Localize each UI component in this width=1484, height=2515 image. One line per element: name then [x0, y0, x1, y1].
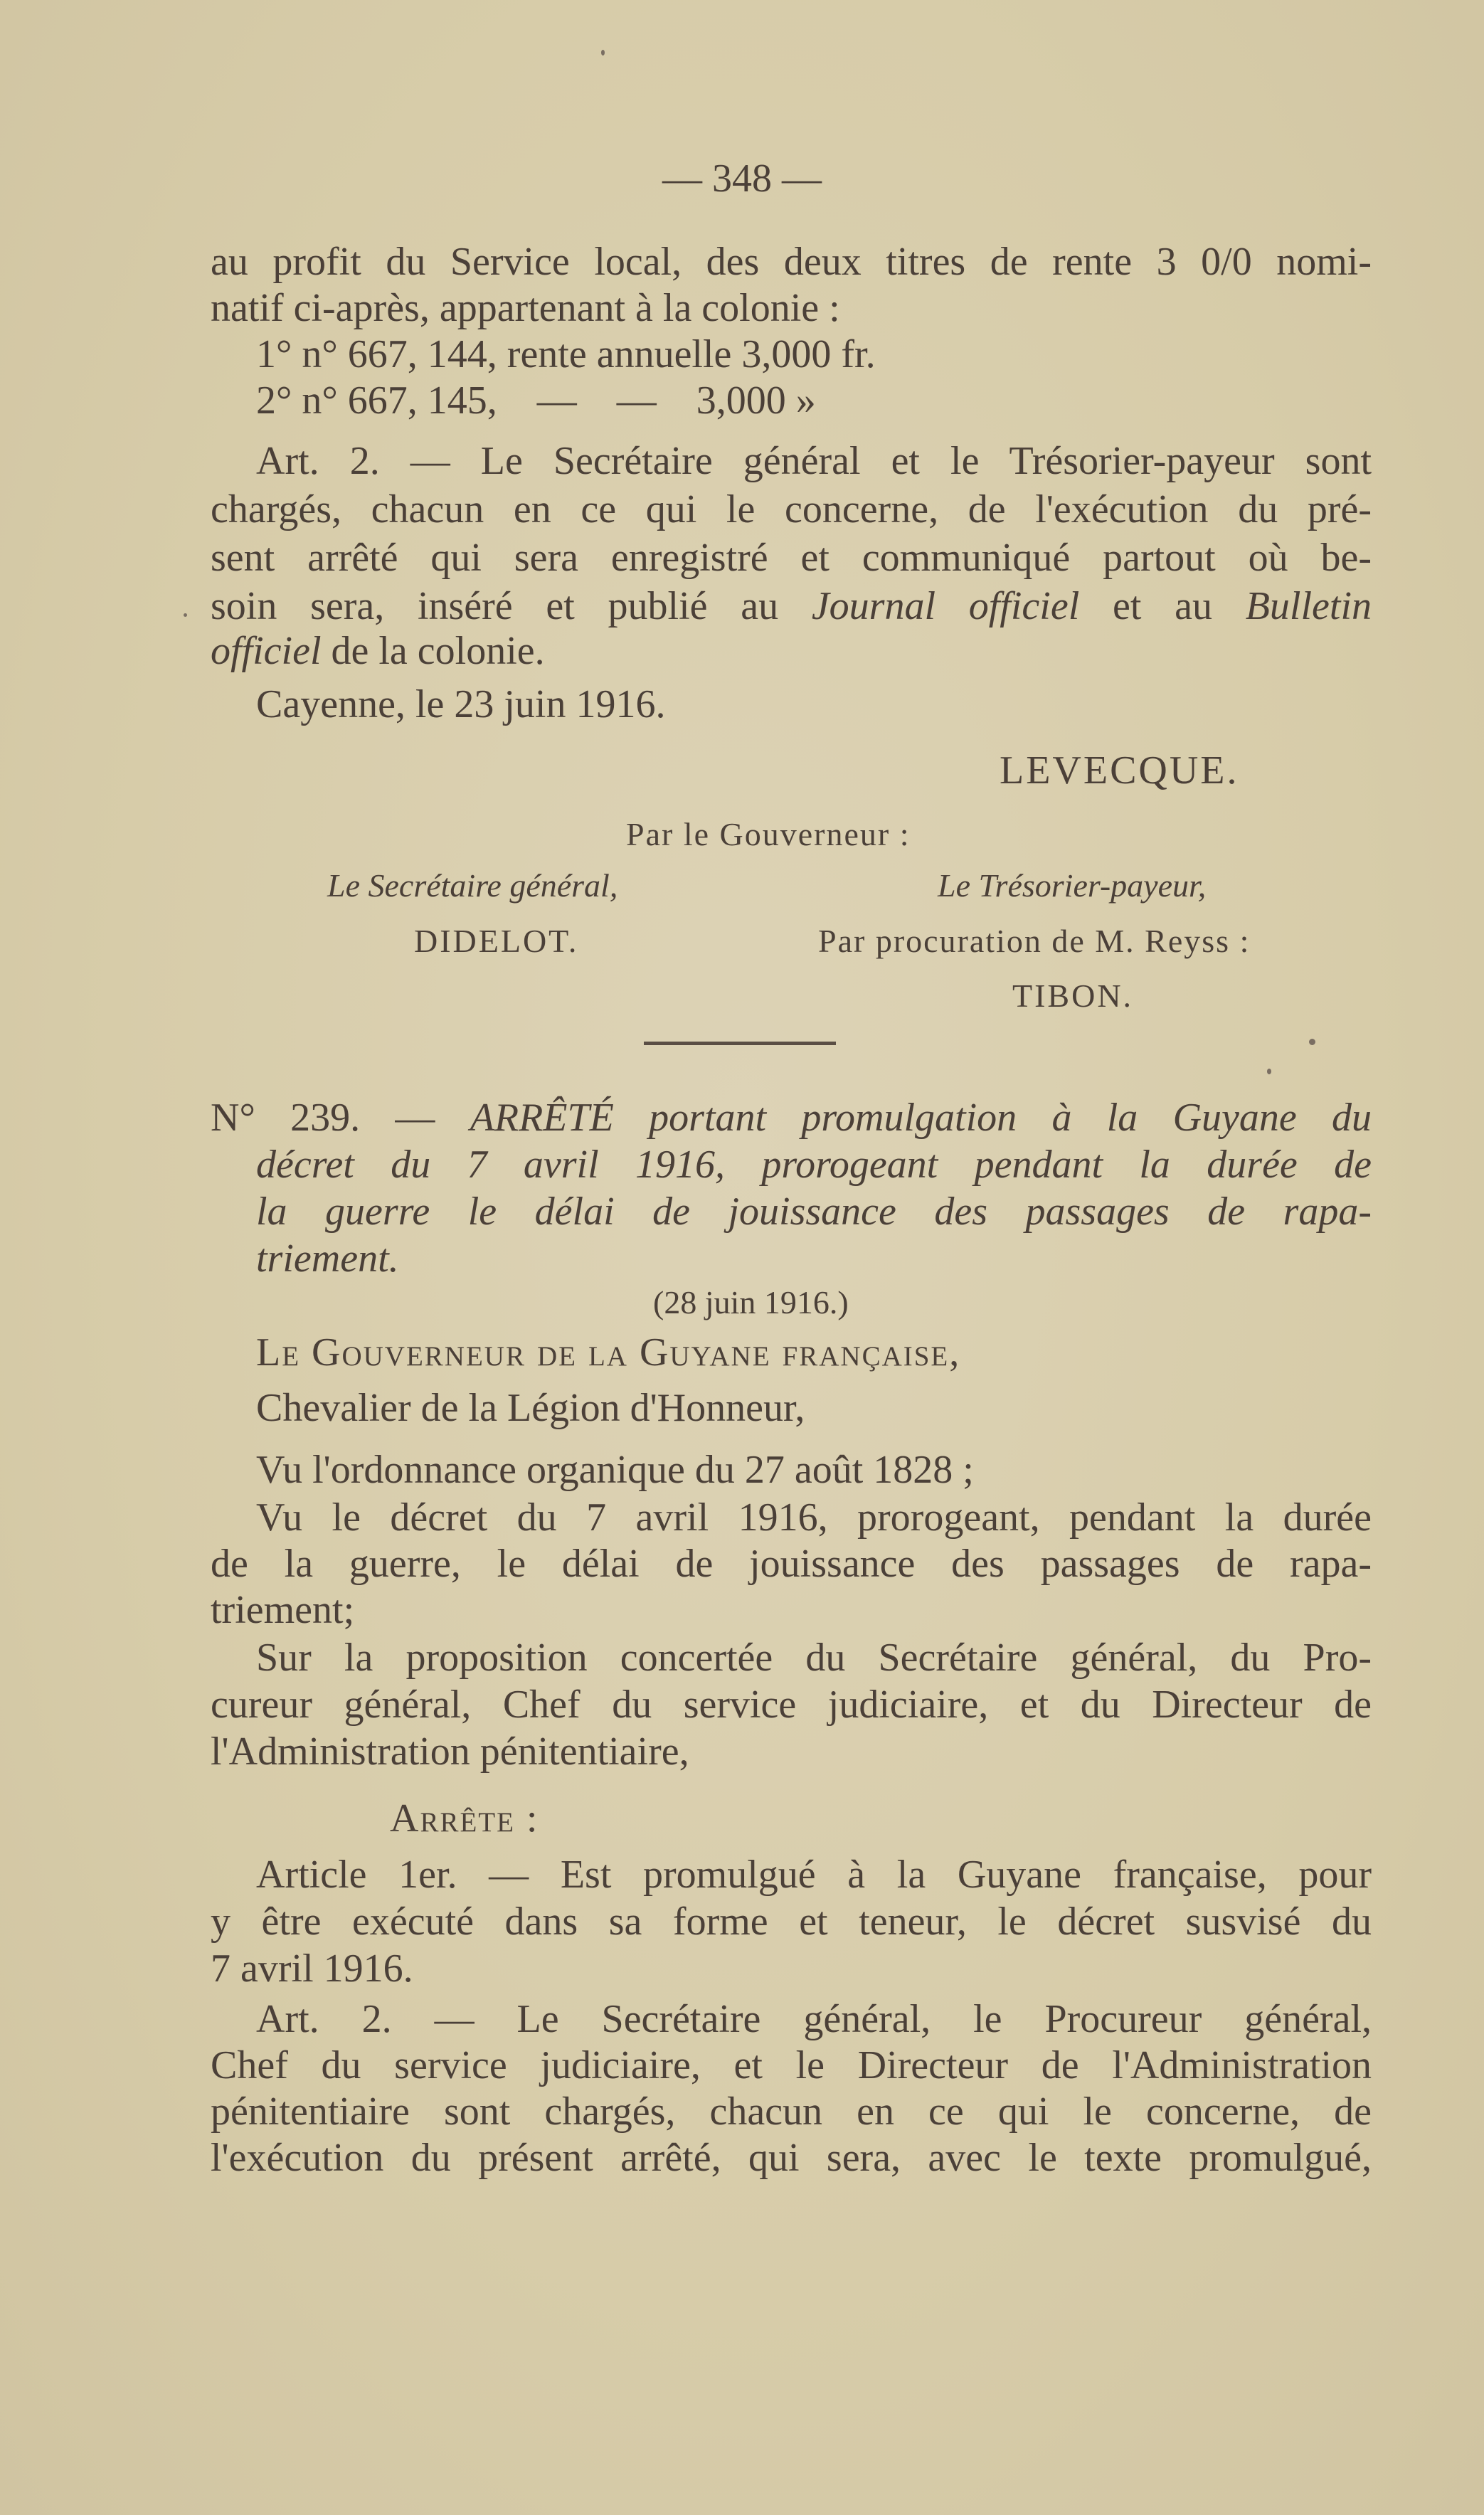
text-line: natif ci-après, appartenant à la colonie :: [211, 286, 840, 330]
bulletin-title: Bulletin: [1245, 584, 1372, 628]
sur-line: Sur la proposition concertée du Secrétaire général, du Pro-: [256, 1636, 1372, 1680]
print-speck: [601, 50, 605, 55]
text-line: [211, 628, 545, 674]
vu-line: Vu l'ordonnance organique du 27 août 1828 ;: [256, 1448, 974, 1492]
tresorier-title: Le Trésorier-payeur,: [938, 867, 1207, 904]
vu-line: triement;: [211, 1588, 355, 1632]
place-date: Cayenne, le 23 juin 1916.: [256, 682, 666, 726]
article-line: y être exécuté dans sa forme et teneur, le décret susvisé du: [211, 1900, 1372, 1944]
text-line: au profit du Service local, des deux titres de rente 3 0/0 nomi-: [211, 240, 1372, 284]
print-speck: [1309, 1039, 1315, 1045]
governor-line: Le Gouverneur de la Guyane française,: [256, 1330, 961, 1375]
tresorier-name: TIBON.: [1012, 978, 1134, 1014]
article-line: Art. 2. — Le Secrétaire général, le Procureur général,: [256, 1997, 1372, 2041]
rente-item-2: 2° n° 667, 145, — — 3,000 »: [256, 378, 816, 423]
text-line: Art. 2. — Le Secrétaire général et le Trésorier-payeur sont: [256, 439, 1372, 483]
decree-number: N° 239. —: [211, 1096, 470, 1140]
text-span: et au: [1079, 584, 1246, 628]
decree-title-line: triement.: [256, 1237, 399, 1281]
article-line: l'exécution du présent arrêté, qui sera, avec le texte promulgué,: [211, 2136, 1372, 2180]
secretaire-name: DIDELOT.: [414, 923, 579, 959]
procuration-line: Par procuration de M. Reyss :: [818, 923, 1251, 959]
article-line: Article 1er. — Est promulgué à la Guyane française, pour: [256, 1853, 1372, 1897]
decree-date: (28 juin 1916.): [653, 1284, 849, 1320]
page-number: — 348 —: [662, 157, 822, 201]
text-span: de la colonie.: [321, 629, 545, 673]
rente-item-1: 1° n° 667, 144, rente annuelle 3,000 fr.: [256, 332, 876, 376]
par-le-gouverneur: Par le Gouverneur :: [626, 816, 911, 852]
text-span: soin sera, inséré et publié au: [211, 584, 812, 628]
sur-line: l'Administration pénitentiaire,: [211, 1730, 689, 1774]
print-speck: [1267, 1069, 1271, 1074]
governor-signature: LEVECQUE.: [1000, 748, 1239, 793]
vu-line: de la guerre, le délai de jouissance des passages de rapa-: [211, 1542, 1372, 1586]
print-speck: [184, 613, 187, 617]
text-line: sent arrêté qui sera enregistré et communiqué partout où be-: [211, 536, 1372, 580]
text-line: chargés, chacun en ce qui le concerne, de l'exécution du pré-: [211, 487, 1372, 531]
article-line: Chef du service judiciaire, et le Directeur de l'Administration: [211, 2043, 1372, 2087]
article-line: 7 avril 1916.: [211, 1947, 413, 1991]
section-divider: [644, 1042, 836, 1045]
arrete-heading: Arrête :: [390, 1796, 539, 1841]
vu-line: Vu le décret du 7 avril 1916, prorogeant, pendant la durée: [256, 1495, 1372, 1540]
sur-line: cureur général, Chef du service judiciaire, et du Directeur de: [211, 1683, 1372, 1727]
secretaire-title: Le Secrétaire général,: [327, 867, 618, 904]
decree-title: ARRÊTÉ portant promulgation à la Guyane du: [470, 1096, 1372, 1140]
decree-heading: [211, 1094, 1372, 1141]
journal-officiel-title: Journal officiel: [811, 584, 1080, 628]
bulletin-officiel-title: officiel: [211, 629, 322, 673]
article-line: pénitentiaire sont chargés, chacun en ce qui le concerne, de: [211, 2090, 1372, 2134]
decree-title-line: décret du 7 avril 1916, prorogeant pendant la durée de: [256, 1143, 1372, 1187]
chevalier-line: Chevalier de la Légion d'Honneur,: [256, 1386, 805, 1430]
text-line: [211, 583, 1372, 630]
decree-title-line: la guerre le délai de jouissance des passages de rapa-: [256, 1190, 1372, 1234]
